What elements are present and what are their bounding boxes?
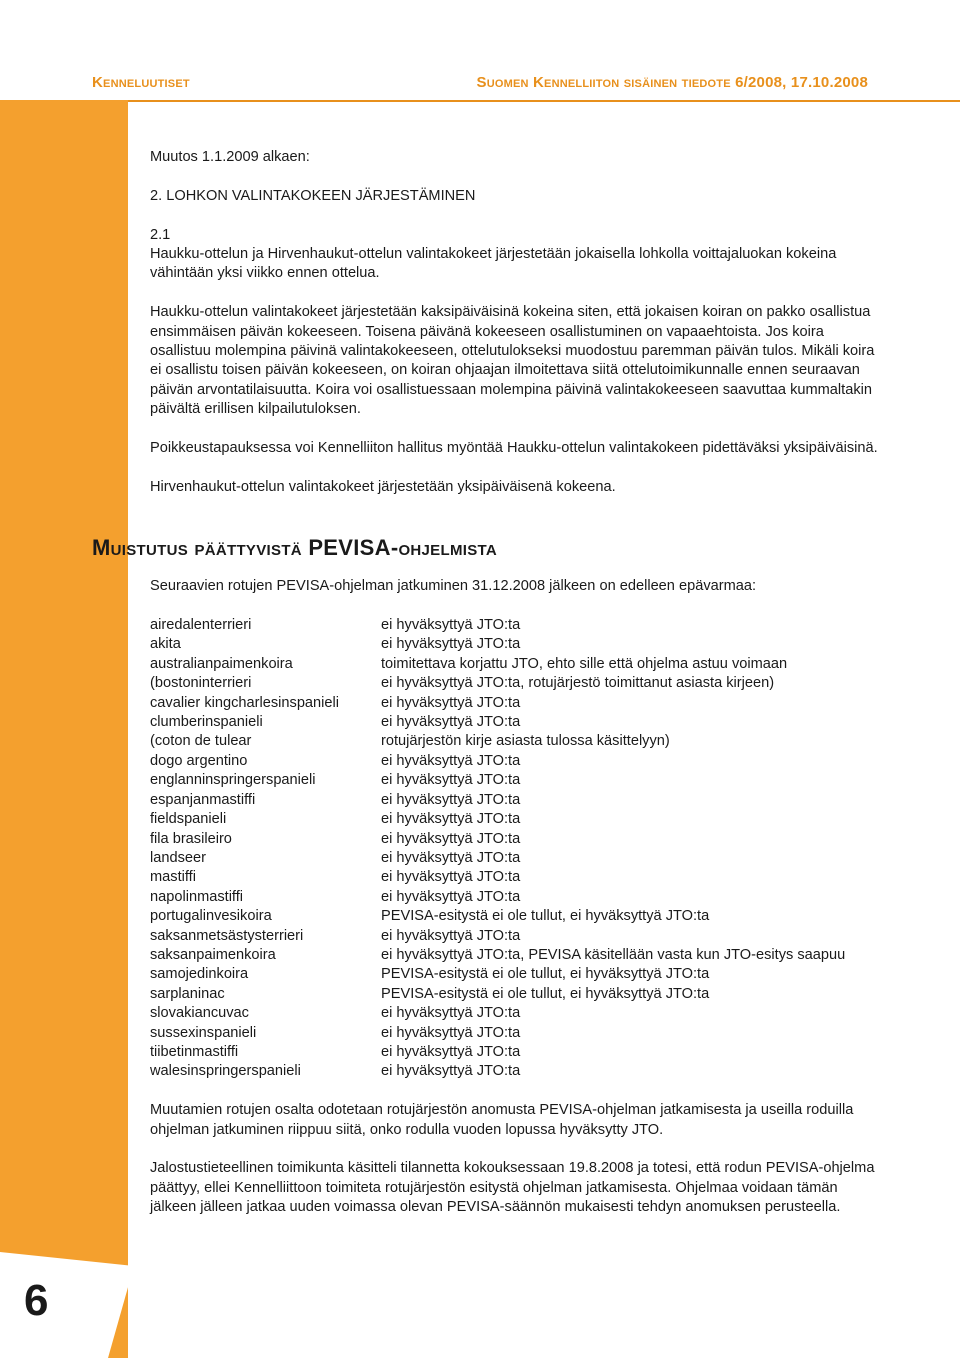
table-row xyxy=(150,907,870,926)
table-row xyxy=(150,713,870,732)
breed-name: sarplaninac xyxy=(150,985,225,1002)
table-row xyxy=(150,810,870,829)
breed-status: ei hyväksyttyä JTO:ta xyxy=(381,772,521,789)
table-row xyxy=(150,1043,870,1062)
breed-status: ei hyväksyttyä JTO:ta xyxy=(381,636,521,653)
section-lead: Seuraavien rotujen PEVISA-ohjelman jatkuminen 31.12.2008 jälkeen on edelleen epävarmaa: xyxy=(150,578,757,595)
breed-status: ei hyväksyttyä JTO:ta xyxy=(381,830,521,847)
breed-name: napolinmastiffi xyxy=(150,888,244,905)
breed-status: ei hyväksyttyä JTO:ta xyxy=(381,927,521,944)
breed-status: ei hyväksyttyä JTO:ta xyxy=(381,1005,521,1022)
table-row xyxy=(150,1062,870,1081)
section-title: Muistutus päättyvistä PEVISA-ohjelmista xyxy=(92,535,498,561)
page-number: 6 xyxy=(24,1276,49,1325)
breed-name: (coton de tulear xyxy=(150,733,252,750)
breed-name: saksanmetsästysterrieri xyxy=(150,927,304,944)
breed-name: clumberinspanieli xyxy=(150,714,263,731)
breed-status: ei hyväksyttyä JTO:ta xyxy=(381,869,521,886)
table-row xyxy=(150,1004,870,1023)
breed-name: tiibetinmastiffi xyxy=(150,1043,239,1060)
breed-name: cavalier kingcharlesinspanieli xyxy=(150,694,340,711)
table-row xyxy=(150,868,870,887)
breed-status: ei hyväksyttyä JTO:ta xyxy=(381,694,521,711)
paragraph-number: 2.1 xyxy=(150,226,171,243)
breed-status: ei hyväksyttyä JTO:ta xyxy=(381,714,521,731)
table-row xyxy=(150,965,870,984)
breed-status: PEVISA-esitystä ei ole tullut, ei hyväksyttyä JTO:ta xyxy=(381,985,710,1002)
paragraph: Jalostustieteellinen toimikunta käsitteli tilannetta kokouksessaan 19.8.2008 ja totesi, että rodun PEVISA-ohjelma päättyy, ellei Kennelliittoon toimiteta rotujärjestön esitystä ohjelman jatkamisesta. Ohjelmaa voidaan tämän jälkeen jälleen jatkaa uuden voimassa olevan PEVISA-säännön mukaisesti tehdyn anomuksen perusteella. xyxy=(150,1160,875,1216)
table-row xyxy=(150,732,870,751)
breed-status: ei hyväksyttyä JTO:ta xyxy=(381,1024,521,1041)
table-row xyxy=(150,752,870,771)
paragraph: Hirvenhaukut-ottelun valintakokeet järjestetään yksipäiväisenä kokeena. xyxy=(150,478,616,495)
table-row xyxy=(150,791,870,810)
paragraph: Haukku-ottelun ja Hirvenhaukut-ottelun valintakokeet järjestetään jokaisella lohkolla voittajaluokan kokeina vähintään yksi viikko ennen ottelua. xyxy=(150,246,837,282)
breed-status: ei hyväksyttyä JTO:ta xyxy=(381,1063,521,1080)
breed-status: PEVISA-esitystä ei ole tullut, ei hyväksyttyä JTO:ta xyxy=(381,908,710,925)
table-row xyxy=(150,635,870,654)
section-heading: 2. LOHKON VALINTAKOKEEN JÄRJESTÄMINEN xyxy=(150,187,476,204)
issue-info: Suomen Kennelliiton sisäinen tiedote 6/2008, 17.10.2008 xyxy=(476,74,868,91)
breed-name: portugalinvesikoira xyxy=(150,908,272,925)
publication-name: Kenneluutiset xyxy=(92,74,190,91)
breed-name: (bostoninterrieri xyxy=(150,675,252,692)
breed-status: PEVISA-esitystä ei ole tullut, ei hyväksyttyä JTO:ta xyxy=(381,966,710,983)
table-row xyxy=(150,888,870,907)
table-row xyxy=(150,616,870,635)
article-body xyxy=(92,148,880,1218)
breed-status: ei hyväksyttyä JTO:ta xyxy=(381,752,521,769)
breed-status: ei hyväksyttyä JTO:ta xyxy=(381,617,521,634)
breed-name: walesinspringerspanieli xyxy=(150,1063,301,1080)
breed-name: slovakiancuvac xyxy=(150,1005,249,1022)
breed-status: ei hyväksyttyä JTO:ta, PEVISA käsitellään vasta kun JTO-esitys saapuu xyxy=(381,946,846,963)
table-row xyxy=(150,655,870,674)
breed-name: englanninspringerspanieli xyxy=(150,772,316,789)
table-row xyxy=(150,927,870,946)
breed-name: samojedinkoira xyxy=(150,966,249,983)
page-header xyxy=(92,74,868,96)
orange-sidebar xyxy=(0,100,128,1358)
breed-name: airedalenterrieri xyxy=(150,617,252,634)
table-row xyxy=(150,946,870,965)
breed-name: dogo argentino xyxy=(150,752,248,769)
table-row xyxy=(150,1024,870,1043)
breed-name: mastiffi xyxy=(150,869,196,886)
paragraph: Poikkeustapauksessa voi Kennelliiton hallitus myöntää Haukku-ottelun valintakokeen pidettäväksi yksipäiväisinä. xyxy=(150,440,878,457)
table-row xyxy=(150,771,870,790)
breed-name: espanjanmastiffi xyxy=(150,791,256,808)
breed-status: ei hyväksyttyä JTO:ta xyxy=(381,849,521,866)
breed-status: ei hyväksyttyä JTO:ta xyxy=(381,791,521,808)
breed-status: toimitettava korjattu JTO, ehto sille että ohjelma astuu voimaan xyxy=(381,655,788,672)
paragraph: Haukku-ottelun valintakokeet järjestetään kaksipäiväisinä kokeina siten, että jokaisen koiran on pakko osallistua ensimmäisen päivän kokeeseen. Toisena päivänä kokeeseen osallistuminen on vapaaehtoista. Jos koira osallistuu molempina päivinä valintakokeeseen, ottelutulokseksi muodostuu paremman päivän tulos. Mikäli koira ei osallistu toisen päivän kokeeseen, on koiran ohjaajan ilmoitettava siitä ottelutoimikunnalle ennen seuraavan päivän arvontatilaisuutta. Koira voi osallistuessaan molempina päivinä valintakokeeseen saavuttaa kummaltakin päivältä erillisen kilpailutuloksen. xyxy=(150,304,875,418)
breed-status: rotujärjestön kirje asiasta tulossa käsittelyyn) xyxy=(381,733,670,750)
table-row xyxy=(150,694,870,713)
table-row xyxy=(150,830,870,849)
breed-name: fila brasileiro xyxy=(150,830,232,847)
table-row xyxy=(150,674,870,693)
paragraph: Muutamien rotujen osalta odotetaan rotujärjestön anomusta PEVISA-ohjelman jatkamisesta ja useilla roduilla ohjelman jatkuminen riippuu siitä, onko rodulla vuoden lopussa hyväksytty JTO. xyxy=(150,1102,854,1138)
breed-name: saksanpaimenkoira xyxy=(150,946,276,963)
breed-name: akita xyxy=(150,636,181,653)
table-row xyxy=(150,985,870,1004)
table-row xyxy=(150,849,870,868)
breed-status: ei hyväksyttyä JTO:ta xyxy=(381,1043,521,1060)
breed-name: sussexinspanieli xyxy=(150,1024,257,1041)
breed-status: ei hyväksyttyä JTO:ta, rotujärjestö toimittanut asiasta kirjeen) xyxy=(381,675,775,692)
breed-status: ei hyväksyttyä JTO:ta xyxy=(381,811,521,828)
breed-table xyxy=(150,616,870,1082)
intro-line: Muutos 1.1.2009 alkaen: xyxy=(150,149,310,165)
breed-status: ei hyväksyttyä JTO:ta xyxy=(381,888,521,905)
header-rule xyxy=(0,100,960,102)
breed-name: fieldspanieli xyxy=(150,811,227,828)
breed-name: landseer xyxy=(150,849,206,866)
breed-name: australianpaimenkoira xyxy=(150,655,293,672)
